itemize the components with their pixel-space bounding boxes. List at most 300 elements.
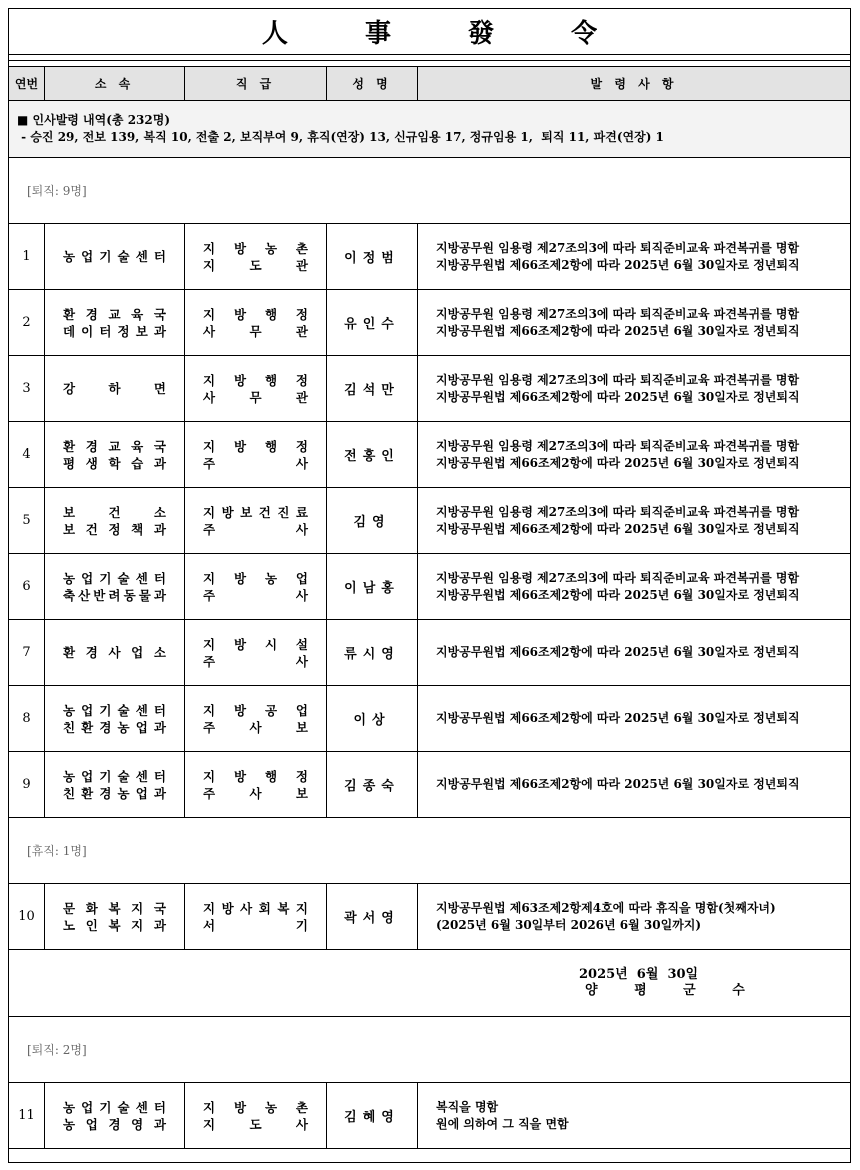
rank-cell-line <box>203 455 308 472</box>
char: 방 <box>233 372 247 388</box>
order-line: 지방공무원 임용령 제27조의3에 따라 퇴직준비교육 파견복귀를 명함 <box>436 240 800 255</box>
order-line: 복직을 명함 <box>436 1099 499 1114</box>
char: 과 <box>153 719 166 735</box>
char: 환 <box>81 719 94 735</box>
char: 육 <box>131 306 144 322</box>
char: 지 <box>203 702 216 718</box>
char: 행 <box>264 438 278 454</box>
char: 문 <box>63 900 76 916</box>
char: 지 <box>203 240 216 256</box>
dept-cell <box>45 290 185 356</box>
char: 건 <box>258 504 271 520</box>
page-title: 人 事 發 令 <box>261 18 632 49</box>
char: 주 <box>203 455 216 471</box>
table-row <box>9 752 851 818</box>
char: 업 <box>81 702 94 718</box>
char: 과 <box>153 323 166 339</box>
order-line: 지방공무원법 제66조제2항에 따라 2025년 6월 30일자로 정년퇴직 <box>436 257 800 272</box>
char: 생 <box>85 455 98 471</box>
dept-cell-line <box>63 306 166 323</box>
char: 환 <box>63 438 76 454</box>
order-line: 지방공무원 임용령 제27조의3에 따라 퇴직준비교육 파견복귀를 명함 <box>436 504 800 519</box>
order-line: 지방공무원 임용령 제27조의3에 따라 퇴직준비교육 파견복귀를 명함 <box>436 570 800 585</box>
person-name: 류시영 <box>327 620 418 686</box>
char: 지 <box>203 1116 216 1132</box>
char: 센 <box>135 249 148 264</box>
section-row <box>9 158 851 224</box>
char: 행 <box>264 306 278 322</box>
dept-cell-line <box>63 521 166 538</box>
char: 농 <box>117 719 130 735</box>
char: 보 <box>295 719 308 735</box>
char: 업 <box>131 645 144 660</box>
summary-title: ■ 인사발령 내역(총 232명) <box>17 113 171 127</box>
char: 농 <box>264 240 278 256</box>
char: 농 <box>63 1099 76 1115</box>
char: 기 <box>295 917 308 933</box>
char: 국 <box>153 438 166 454</box>
char: 설 <box>295 636 308 652</box>
rank-cell-line <box>203 521 308 538</box>
table-row <box>9 356 851 422</box>
order-cell <box>418 686 851 752</box>
char: 업 <box>295 702 308 718</box>
char: 행 <box>264 768 278 784</box>
char: 경 <box>108 1116 121 1132</box>
char: 보 <box>240 504 253 520</box>
char: 복 <box>108 917 121 933</box>
char: 무 <box>249 323 262 339</box>
char: 정 <box>295 768 308 784</box>
rank-cell-line <box>203 653 308 670</box>
rank-cell-line <box>203 438 308 455</box>
char: 술 <box>117 249 130 264</box>
rank-cell-line <box>203 917 308 934</box>
char: 방 <box>233 636 247 652</box>
rank-cell <box>185 290 327 356</box>
row-number: 10 <box>9 884 45 950</box>
char: 교 <box>108 306 121 322</box>
person-name: 유인수 <box>327 290 418 356</box>
dept-cell-line <box>63 248 166 265</box>
dept-cell-line <box>63 504 166 521</box>
order-cell <box>418 422 851 488</box>
char: 기 <box>99 768 112 784</box>
dept-cell-line <box>63 1116 166 1133</box>
char: 건 <box>108 504 121 520</box>
char: 업 <box>81 249 94 264</box>
char: 방 <box>233 768 247 784</box>
dept-cell <box>45 422 185 488</box>
dept-cell-line <box>63 768 166 785</box>
signature-cell <box>9 950 851 1017</box>
dept-cell <box>45 1083 185 1149</box>
order-line: 지방공무원법 제66조제2항에 따라 2025년 6월 30일자로 정년퇴직 <box>436 645 800 659</box>
char: 화 <box>85 900 98 916</box>
dept-cell-line <box>63 644 166 661</box>
char: 보 <box>63 504 76 520</box>
table-row <box>9 290 851 356</box>
row-number: 4 <box>9 422 45 488</box>
char: 동 <box>123 587 136 603</box>
char: 산 <box>78 587 91 603</box>
char: 술 <box>117 570 130 586</box>
char: 지 <box>295 900 308 916</box>
order-line: 지방공무원법 제66조제2항에 따라 2025년 6월 30일자로 정년퇴직 <box>436 455 800 470</box>
signature-org: 양 평 군 수 <box>585 983 761 998</box>
table-row <box>9 686 851 752</box>
rank-cell-line <box>203 636 308 653</box>
order-line: 원에 의하여 그 직을 면함 <box>436 1116 569 1131</box>
dept-cell <box>45 488 185 554</box>
order-line: 지방공무원법 제63조제2항제4호에 따라 휴직을 명함(첫째자녀) <box>436 900 776 915</box>
char: 터 <box>99 323 112 339</box>
dept-cell <box>45 356 185 422</box>
order-cell <box>418 356 851 422</box>
char: 방 <box>221 900 234 916</box>
rank-cell <box>185 422 327 488</box>
char: 국 <box>153 306 166 322</box>
char: 지 <box>131 917 144 933</box>
char: 면 <box>153 381 166 396</box>
char: 친 <box>63 719 76 735</box>
char: 평 <box>63 455 76 471</box>
rank-cell <box>185 488 327 554</box>
char: 사 <box>240 900 253 916</box>
char: 환 <box>81 785 94 801</box>
char: 방 <box>233 570 247 586</box>
rank-cell-line <box>203 702 308 719</box>
char: 방 <box>233 1099 247 1115</box>
char: 사 <box>249 785 262 801</box>
char: 물 <box>138 587 151 603</box>
char: 보 <box>63 521 76 537</box>
col-header: 연번 <box>9 67 45 101</box>
char: 도 <box>249 257 262 273</box>
rank-cell-line <box>203 719 308 736</box>
char: 지 <box>203 636 216 652</box>
rank-cell <box>185 1083 327 1149</box>
char: 지 <box>203 372 216 388</box>
char: 서 <box>203 917 216 933</box>
char: 주 <box>203 719 216 735</box>
char: 노 <box>63 917 76 933</box>
char: 센 <box>135 768 148 784</box>
char: 방 <box>233 438 247 454</box>
char: 정 <box>117 323 130 339</box>
rank-cell <box>185 686 327 752</box>
char: 무 <box>249 389 262 405</box>
char: 기 <box>99 702 112 718</box>
dept-cell-line <box>63 785 166 802</box>
char: 경 <box>85 645 98 660</box>
table-row <box>9 1083 851 1149</box>
order-cell <box>418 1083 851 1149</box>
char: 경 <box>99 719 112 735</box>
char: 업 <box>135 785 148 801</box>
person-name: 이상 <box>327 686 418 752</box>
char: 농 <box>63 768 76 784</box>
char: 센 <box>135 1099 148 1115</box>
char: 농 <box>264 1099 278 1115</box>
char: 기 <box>99 570 112 586</box>
char: 업 <box>85 1116 98 1132</box>
dept-cell <box>45 620 185 686</box>
char: 정 <box>295 372 308 388</box>
char: 센 <box>135 702 148 718</box>
char: 주 <box>203 653 216 669</box>
char: 친 <box>63 785 76 801</box>
order-line: 지방공무원법 제66조제2항에 따라 2025년 6월 30일자로 정년퇴직 <box>436 389 800 404</box>
rank-cell <box>185 554 327 620</box>
rank-cell-line <box>203 768 308 785</box>
char: 과 <box>153 785 166 801</box>
summary-row <box>9 101 851 158</box>
dept-cell-line <box>63 900 166 917</box>
char: 터 <box>153 1099 166 1115</box>
row-number: 2 <box>9 290 45 356</box>
rank-cell <box>185 884 327 950</box>
char: 교 <box>108 438 121 454</box>
char: 려 <box>108 587 121 603</box>
char: 방 <box>221 504 234 520</box>
personnel-table <box>8 66 851 1149</box>
char: 방 <box>233 306 247 322</box>
char: 사 <box>108 645 121 660</box>
table-row <box>9 884 851 950</box>
person-name: 김종숙 <box>327 752 418 818</box>
order-cell <box>418 752 851 818</box>
rank-cell-line <box>203 240 308 257</box>
char: 지 <box>203 306 216 322</box>
char: 지 <box>203 1099 216 1115</box>
row-number: 5 <box>9 488 45 554</box>
table-row <box>9 554 851 620</box>
char: 주 <box>203 785 216 801</box>
table-row <box>9 620 851 686</box>
char: 정 <box>108 521 121 537</box>
char: 주 <box>203 521 216 537</box>
char: 지 <box>203 438 216 454</box>
char: 시 <box>264 636 278 652</box>
char: 지 <box>131 900 144 916</box>
order-cell <box>418 554 851 620</box>
char: 사 <box>295 1116 308 1132</box>
order-line: 지방공무원법 제66조제2항에 따라 2025년 6월 30일자로 정년퇴직 <box>436 777 800 791</box>
section-row <box>9 1017 851 1083</box>
dept-cell <box>45 752 185 818</box>
order-cell <box>418 290 851 356</box>
char: 업 <box>135 719 148 735</box>
char: 농 <box>63 249 76 264</box>
char: 축 <box>63 587 76 603</box>
char: 습 <box>131 455 144 471</box>
char: 도 <box>249 1116 262 1132</box>
rank-cell-line <box>203 1116 308 1133</box>
char: 정 <box>295 438 308 454</box>
char: 업 <box>81 570 94 586</box>
table-row <box>9 224 851 290</box>
dept-cell-line <box>63 917 166 934</box>
char: 농 <box>63 570 76 586</box>
table-row <box>9 422 851 488</box>
char: 복 <box>277 900 290 916</box>
order-line: 지방공무원법 제66조제2항에 따라 2025년 6월 30일자로 정년퇴직 <box>436 323 800 338</box>
char: 촌 <box>295 240 308 256</box>
char: 술 <box>117 702 130 718</box>
divider <box>8 60 851 61</box>
char: 관 <box>295 257 308 273</box>
char: 책 <box>131 521 144 537</box>
char: 경 <box>85 438 98 454</box>
rank-cell <box>185 752 327 818</box>
person-name: 이정범 <box>327 224 418 290</box>
dept-cell <box>45 686 185 752</box>
char: 사 <box>249 719 262 735</box>
table-row <box>9 488 851 554</box>
char: 사 <box>203 389 216 405</box>
rank-cell-line <box>203 570 308 587</box>
char: 터 <box>153 570 166 586</box>
char: 터 <box>153 768 166 784</box>
dept-cell-line <box>63 702 166 719</box>
order-line: 지방공무원 임용령 제27조의3에 따라 퇴직준비교육 파견복귀를 명함 <box>436 306 800 321</box>
char: 료 <box>295 504 308 520</box>
signature-row <box>9 950 851 1017</box>
char: 농 <box>117 785 130 801</box>
col-header: 소 속 <box>45 67 185 101</box>
section-label: [휴직: 1명] <box>9 818 851 884</box>
order-cell <box>418 884 851 950</box>
order-cell <box>418 488 851 554</box>
rank-cell <box>185 356 327 422</box>
divider <box>8 54 851 55</box>
char: 사 <box>295 653 308 669</box>
char: 회 <box>258 900 271 916</box>
char: 과 <box>153 521 166 537</box>
char: 농 <box>63 702 76 718</box>
signature-date: 2025년 6월 30일 <box>579 967 699 982</box>
order-cell <box>418 620 851 686</box>
person-name: 김혜영 <box>327 1083 418 1149</box>
char: 관 <box>295 389 308 405</box>
rank-cell-line <box>203 306 308 323</box>
col-header: 발 령 사 항 <box>418 67 851 101</box>
section-label: [퇴직: 2명] <box>9 1017 851 1083</box>
char: 센 <box>135 570 148 586</box>
char: 경 <box>85 306 98 322</box>
char: 국 <box>153 900 166 916</box>
person-name: 이남홍 <box>327 554 418 620</box>
dept-cell-line <box>63 380 166 397</box>
order-line: 지방공무원 임용령 제27조의3에 따라 퇴직준비교육 파견복귀를 명함 <box>436 372 800 387</box>
dept-cell <box>45 884 185 950</box>
char: 기 <box>99 1099 112 1115</box>
rank-cell-line <box>203 323 308 340</box>
col-header: 성 명 <box>327 67 418 101</box>
row-number: 7 <box>9 620 45 686</box>
section-label: [퇴직: 9명] <box>9 158 851 224</box>
char: 공 <box>264 702 278 718</box>
char: 지 <box>203 900 216 916</box>
char: 학 <box>108 455 121 471</box>
char: 경 <box>99 785 112 801</box>
char: 농 <box>264 570 278 586</box>
char: 진 <box>277 504 290 520</box>
char: 업 <box>81 1099 94 1115</box>
row-number: 3 <box>9 356 45 422</box>
char: 방 <box>233 240 247 256</box>
char: 강 <box>63 381 76 396</box>
char: 업 <box>81 768 94 784</box>
char: 복 <box>108 900 121 916</box>
order-line: 지방공무원법 제66조제2항에 따라 2025년 6월 30일자로 정년퇴직 <box>436 587 800 602</box>
char: 터 <box>153 702 166 718</box>
row-number: 9 <box>9 752 45 818</box>
char: 농 <box>63 1116 76 1132</box>
char: 하 <box>108 381 121 396</box>
char: 기 <box>99 249 112 264</box>
dept-cell-line <box>63 719 166 736</box>
char: 인 <box>85 917 98 933</box>
rank-cell-line <box>203 587 308 604</box>
char: 보 <box>135 323 148 339</box>
char: 주 <box>203 587 216 603</box>
char: 과 <box>153 917 166 933</box>
rank-cell-line <box>203 1099 308 1116</box>
char: 정 <box>295 306 308 322</box>
char: 지 <box>203 768 216 784</box>
signature-block <box>9 967 850 999</box>
char: 관 <box>295 323 308 339</box>
rank-cell-line <box>203 900 308 917</box>
char: 육 <box>131 438 144 454</box>
char: 술 <box>117 1099 130 1115</box>
char: 이 <box>81 323 94 339</box>
row-number: 11 <box>9 1083 45 1149</box>
dept-cell-line <box>63 570 166 587</box>
char: 환 <box>63 645 76 660</box>
char: 방 <box>233 702 247 718</box>
char: 지 <box>203 257 216 273</box>
table-header <box>9 67 851 101</box>
row-number: 8 <box>9 686 45 752</box>
char: 업 <box>295 570 308 586</box>
rank-cell-line <box>203 504 308 521</box>
person-name: 김영 <box>327 488 418 554</box>
dept-cell-line <box>63 1099 166 1116</box>
char: 사 <box>295 521 308 537</box>
summary-detail: - 승진 29, 전보 139, 복직 10, 전출 2, 보직부여 9, 휴직(연장) 13, 신규임용 17, 정규임용 1, 퇴직 11, 파견(연장) 1 <box>17 130 664 144</box>
section-row <box>9 818 851 884</box>
char: 소 <box>153 645 166 660</box>
char: 행 <box>264 372 278 388</box>
person-name: 곽서영 <box>327 884 418 950</box>
char: 소 <box>153 504 166 520</box>
char: 사 <box>295 455 308 471</box>
char: 반 <box>93 587 106 603</box>
order-line: 지방공무원 임용령 제27조의3에 따라 퇴직준비교육 파견복귀를 명함 <box>436 438 800 453</box>
dept-cell-line <box>63 455 166 472</box>
char: 과 <box>153 587 166 603</box>
person-name: 김석만 <box>327 356 418 422</box>
order-line: (2025년 6월 30일부터 2026년 6월 30일까지) <box>436 917 702 932</box>
rank-cell <box>185 620 327 686</box>
rank-cell-line <box>203 257 308 274</box>
char: 술 <box>117 768 130 784</box>
dept-cell-line <box>63 438 166 455</box>
char: 보 <box>295 785 308 801</box>
